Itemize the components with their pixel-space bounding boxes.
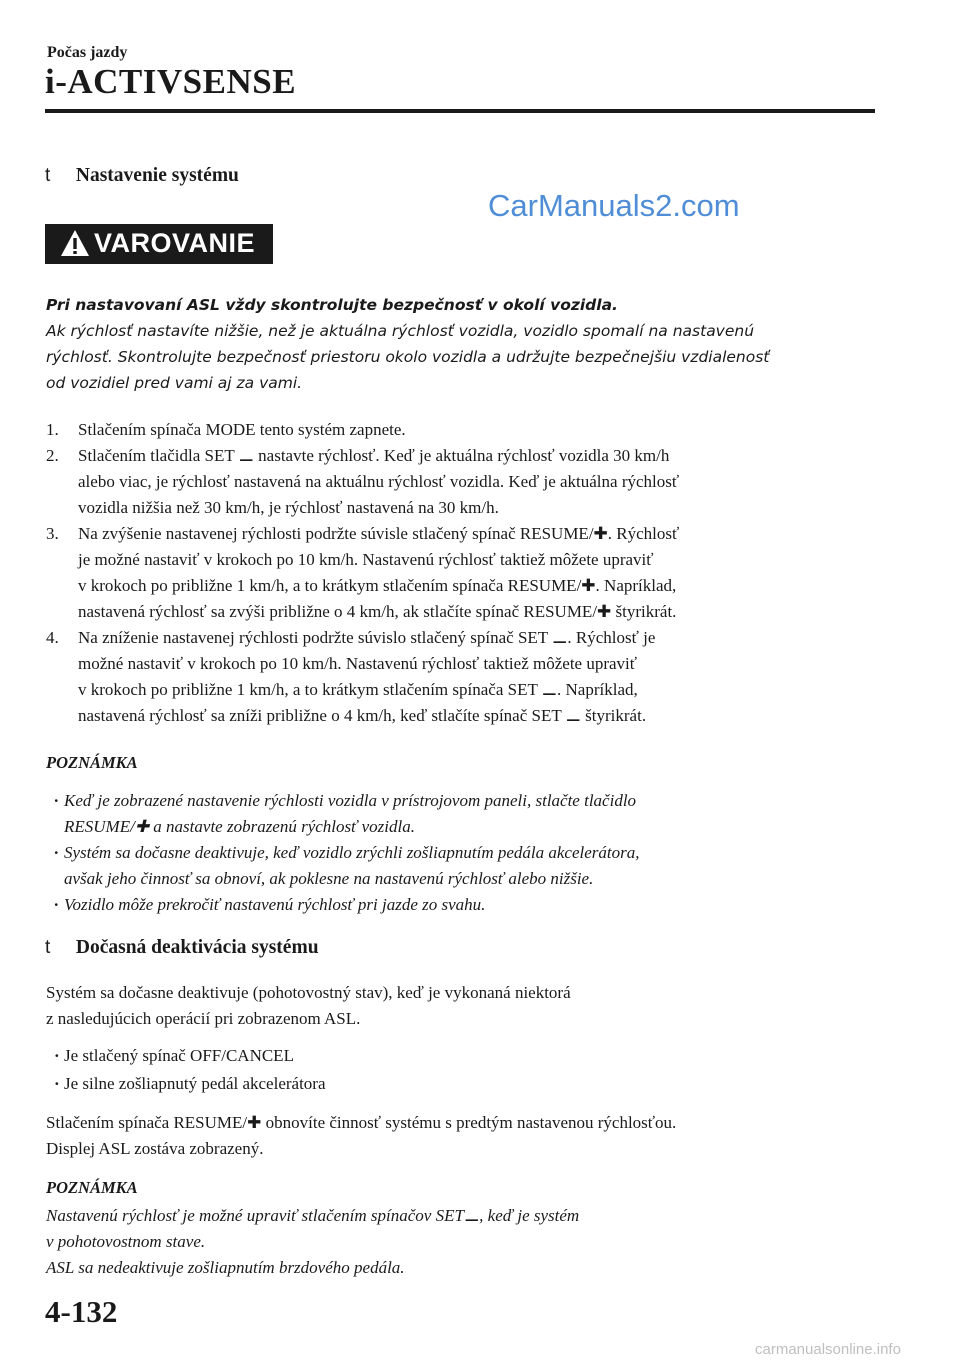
step-line: Na zníženie nastavenej rýchlosti podržte súvislo stlačený spínač SET ⚊. Rýchlosť je bbox=[78, 628, 656, 647]
paragraph-line: Systém sa dočasne deaktivuje (pohotovostný stav), keď je vykonaná niektorá bbox=[46, 983, 571, 1002]
heading-text: Nastavenie systému bbox=[75, 165, 239, 186]
step-line: Stlačením tlačidla SET ⚊ nastavte rýchlosť. Keď je aktuálna rýchlosť vozidla 30 km/h bbox=[78, 446, 670, 465]
bullet-dot: · bbox=[54, 1074, 60, 1093]
warning-line: od vozidiel pred vami aj za vami. bbox=[46, 374, 303, 392]
step-line: možné nastaviť v krokoch po 10 km/h. Nastavenú rýchlosť taktiež môžete upraviť bbox=[78, 654, 638, 673]
note-title: POZNÁMKA bbox=[46, 1178, 138, 1197]
bullet-dot: · bbox=[54, 895, 59, 914]
step-line: Na zvýšenie nastavenej rýchlosti podržte súvisle stlačený spínač RESUME/✚. Rýchlosť bbox=[78, 524, 680, 543]
bullet-list bbox=[0, 1043, 960, 1099]
heading-marker: t bbox=[45, 165, 51, 186]
heading-text: Dočasná deaktivácia systému bbox=[75, 937, 319, 958]
list-item bbox=[0, 840, 960, 892]
list-item bbox=[0, 625, 960, 729]
step-number: 4. bbox=[46, 628, 59, 647]
bullet-text: Je silne zošliapnutý pedál akcelerátora bbox=[64, 1074, 326, 1093]
step-number: 1. bbox=[46, 420, 59, 439]
note-line: Vozidlo môže prekročiť nastavenú rýchlosť pri jazde zo svahu. bbox=[64, 895, 486, 914]
note-line: Nastavenú rýchlosť je možné upraviť stlačením spínačov SET⚊, keď je systém bbox=[46, 1206, 580, 1225]
watermark: CarManuals2.com bbox=[488, 188, 740, 223]
steps-list bbox=[0, 417, 960, 729]
step-line: v krokoch po približne 1 km/h, a to krátkym stlačením spínača SET ⚊. Napríklad, bbox=[78, 680, 638, 699]
step-line: nastavená rýchlosť sa zvýši približne o 4 km/h, ak stlačíte spínač RESUME/✚ štyrikrát. bbox=[78, 602, 677, 621]
heading-settings bbox=[45, 165, 239, 187]
note-line: RESUME/✚ a nastavte zobrazenú rýchlosť vozidla. bbox=[64, 817, 415, 836]
heading-deactivation bbox=[45, 937, 319, 959]
bullet-dot: · bbox=[54, 843, 59, 862]
warning-triangle-icon bbox=[60, 229, 90, 257]
section-label: Počas jazdy bbox=[47, 44, 128, 61]
step-line: alebo viac, je rýchlosť nastavená na aktuálnu rýchlosť vozidla. Keď je aktuálna rýchlosť bbox=[78, 472, 680, 491]
list-item bbox=[0, 1071, 960, 1099]
note-title: POZNÁMKA bbox=[46, 753, 138, 772]
chapter-title: i-ACTIVSENSE bbox=[45, 62, 297, 101]
step-number: 2. bbox=[46, 446, 59, 465]
heading-marker: t bbox=[45, 937, 51, 958]
paragraph-line: z nasledujúcich operácií pri zobrazenom ASL. bbox=[46, 1009, 361, 1028]
note-line: Systém sa dočasne deaktivuje, keď vozidlo zrýchli zošliapnutím pedála akcelerátora, bbox=[64, 843, 640, 862]
paragraph-line: Stlačením spínača RESUME/✚ obnovíte činnosť systému s predtým nastavenou rýchlosťou. bbox=[46, 1113, 677, 1132]
note-list bbox=[0, 788, 960, 918]
paragraph bbox=[46, 980, 571, 1032]
bullet-dot: · bbox=[54, 791, 59, 810]
bullet-text: Je stlačený spínač OFF/CANCEL bbox=[64, 1046, 294, 1065]
step-line: vozidla nižšia než 30 km/h, je rýchlosť nastavená na 30 km/h. bbox=[78, 498, 499, 517]
paragraph bbox=[46, 1110, 676, 1162]
warning-text bbox=[46, 292, 876, 396]
step-line: Stlačením spínača MODE tento systém zapnete. bbox=[78, 420, 406, 439]
list-item bbox=[0, 1043, 960, 1071]
warning-line: Ak rýchlosť nastavíte nižšie, než je aktuálna rýchlosť vozidla, vozidlo spomalí na nastavenú bbox=[46, 322, 755, 340]
header-rule bbox=[45, 109, 875, 113]
warning-label: VAROVANIE bbox=[94, 228, 256, 258]
step-number: 3. bbox=[46, 524, 59, 543]
list-item bbox=[0, 788, 960, 840]
step-line: nastavená rýchlosť sa zníži približne o 4 km/h, keď stlačíte spínač SET ⚊ štyrikrát. bbox=[78, 706, 647, 725]
list-item bbox=[0, 892, 960, 918]
warning-bold-line: Pri nastavovaní ASL vždy skontrolujte bezpečnosť v okolí vozidla. bbox=[46, 296, 618, 314]
page-number: 4-132 bbox=[45, 1294, 118, 1329]
note-text bbox=[46, 1203, 579, 1281]
list-item bbox=[0, 417, 960, 443]
note-line: Keď je zobrazené nastavenie rýchlosti vozidla v prístrojovom paneli, stlačte tlačidlo bbox=[64, 791, 637, 810]
paragraph-line: Displej ASL zostáva zobrazený. bbox=[46, 1139, 264, 1158]
list-item bbox=[0, 521, 960, 625]
step-line: je možné nastaviť v krokoch po 10 km/h. Nastavenú rýchlosť taktiež môžete upraviť bbox=[78, 550, 654, 569]
step-line: v krokoch po približne 1 km/h, a to krátkym stlačením spínača RESUME/✚. Napríklad, bbox=[78, 576, 677, 595]
list-item bbox=[0, 443, 960, 521]
warning-line: rýchlosť. Skontrolujte bezpečnosť priestoru okolo vozidla a udržujte bezpečnejšiu vzdialenosť bbox=[46, 348, 770, 366]
site-watermark: carmanualsonline.info bbox=[755, 1341, 901, 1358]
note-line: v pohotovostnom stave. bbox=[46, 1232, 206, 1251]
bullet-dot: · bbox=[54, 1046, 60, 1065]
note-line: avšak jeho činnosť sa obnoví, ak poklesne na nastavenú rýchlosť alebo nižšie. bbox=[64, 869, 594, 888]
note-line: ASL sa nedeaktivuje zošliapnutím brzdového pedála. bbox=[46, 1258, 405, 1277]
